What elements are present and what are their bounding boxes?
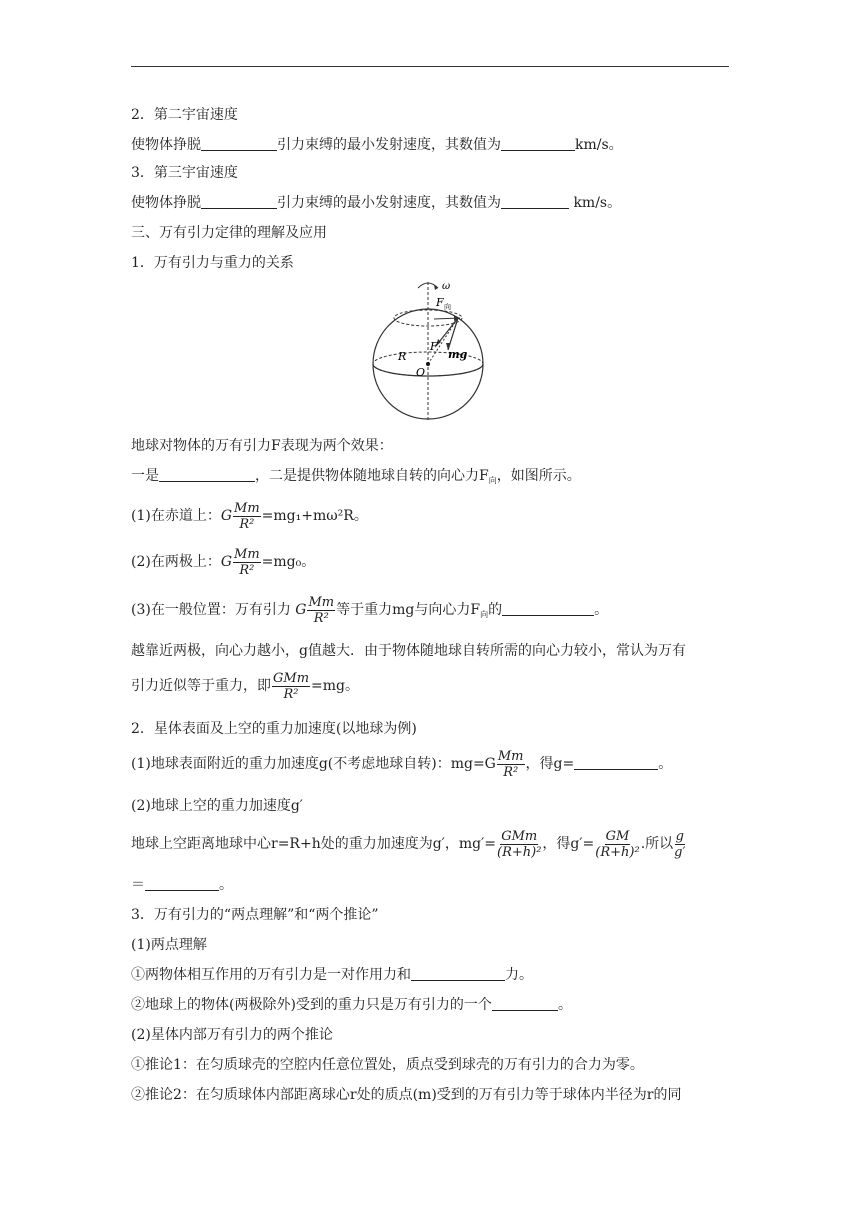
omega-label: ω: [442, 281, 451, 292]
section-heading-gravitation: 三、万有引力定律的理解及应用: [131, 225, 327, 241]
text: (1)在赤道上：: [131, 508, 221, 524]
text: 。: [658, 756, 673, 772]
third-velocity-sentence: [131, 193, 621, 213]
var-g: G: [295, 602, 307, 618]
altitude-ratio-answer: [131, 875, 233, 895]
paragraph-poles-line1: 越靠近两极，向心力越小，g值越大．由于物体随地球自转所需的向心力较小，常认为万有: [131, 643, 686, 659]
second-velocity-sentence: [131, 135, 623, 155]
denominator: g′: [674, 844, 686, 860]
text: (2)在两极上：: [131, 554, 221, 570]
text: (1)地球表面附近的重力加速度g(不考虑地球自转)：mg=G: [131, 756, 496, 772]
intro-two-effects: 地球对物体的万有引力F表现为两个效果：: [131, 438, 393, 454]
subheading-two-points: 3．万有引力的“两点理解”和“两个推论”: [131, 907, 379, 923]
text: ②地球上的物体(两极除外)受到的重力只是万有引力的一个: [131, 997, 492, 1013]
numerator: GMm: [501, 828, 538, 844]
text: .所以: [640, 836, 674, 852]
text: 引力束缚的最小发射速度，其数值为: [277, 195, 501, 211]
understanding-title: (1)两点理解: [131, 937, 207, 953]
text: (3)在一般位置：万有引力: [131, 602, 291, 618]
heading-third-cosmic-velocity: 3．第三宇宙速度: [131, 165, 238, 181]
text: ，二是提供物体随地球自转的向心力F: [255, 468, 489, 484]
fill-blank[interactable]: [159, 467, 255, 482]
equation-equator: [131, 500, 368, 532]
radius-label: R: [398, 350, 407, 363]
fill-blank[interactable]: [501, 136, 575, 151]
subheading-surface-gravity: 2．星体表面及上空的重力加速度(以地球为例): [131, 721, 417, 737]
subscript: 向: [488, 476, 497, 485]
header-rule: [131, 66, 729, 67]
text: ，得g′=: [542, 836, 595, 852]
text: =mg。: [311, 678, 359, 694]
denominator: R²: [503, 764, 519, 780]
text: 一是: [131, 468, 159, 484]
equation-altitude-g: [131, 826, 686, 862]
fraction: [497, 829, 541, 860]
text: 。: [219, 877, 233, 893]
corollaries-title: (2)星体内部万有引力的两个推论: [131, 1027, 333, 1043]
unit-text: km/s。: [573, 195, 622, 211]
text: 的: [488, 602, 503, 618]
text: =mg₀。: [261, 554, 316, 570]
fill-blank[interactable]: [574, 755, 658, 770]
text: 使物体挣脱: [131, 195, 201, 211]
text: 地球上空距离地球中心r=R+h处的重力加速度为g′，mg′=: [131, 836, 496, 852]
fraction: [674, 829, 685, 860]
var-g: G: [220, 508, 233, 524]
fill-blank[interactable]: [201, 136, 277, 151]
fill-blank[interactable]: [411, 966, 505, 981]
subheading-gravity-relation: 1．万有引力与重力的关系: [131, 255, 294, 271]
fraction: [595, 829, 639, 860]
denominator: R²: [239, 516, 255, 532]
text: ，得g=: [525, 756, 575, 772]
numerator: GM: [605, 828, 630, 844]
understanding-2: [131, 995, 572, 1015]
corollary-1: ①推论1：在匀质球壳的空腔内任意位置处，质点受到球壳的万有引力的合力为零。: [131, 1057, 644, 1073]
subscript: 向: [480, 610, 489, 619]
heading-second-cosmic-velocity: 2．第二宇宙速度: [131, 107, 238, 123]
denominator: R²: [283, 686, 299, 702]
text: 引力束缚的最小发射速度，其数值为: [277, 137, 501, 153]
equation-general-position: [131, 594, 608, 631]
numerator: GMm: [273, 670, 310, 686]
paragraph-poles-line2: [131, 670, 359, 702]
f-centripetal-subscript: 向: [444, 303, 451, 311]
text: 使物体挣脱: [131, 137, 201, 153]
denominator: (R+h)²: [497, 844, 542, 860]
denominator: (R+h)²: [595, 844, 640, 860]
understanding-1: [131, 965, 533, 985]
fill-blank[interactable]: [502, 601, 594, 616]
text: 。: [594, 602, 609, 618]
denominator: R²: [313, 610, 329, 626]
corollary-2: ②推论2：在匀质球体内部距离球心r处的质点(m)受到的万有引力等于球体内半径为r的同: [131, 1087, 682, 1103]
fill-blank[interactable]: [492, 996, 558, 1011]
numerator: Mm: [497, 748, 524, 764]
fill-blank[interactable]: [201, 194, 277, 209]
subheading-altitude-gravity: (2)地球上空的重力加速度g′: [131, 798, 303, 814]
text: 引力近似等于重力，即: [131, 678, 271, 694]
var-g: G: [220, 554, 233, 570]
equation-poles: [131, 546, 315, 578]
numerator: g: [675, 828, 684, 844]
fraction: [272, 671, 310, 702]
text: 。: [557, 997, 572, 1013]
numerator: Mm: [308, 594, 335, 610]
fraction: [497, 749, 525, 780]
f-label: F: [430, 340, 438, 353]
earth-gravity-diagram: [368, 276, 490, 422]
intro-effects-sentence: [131, 466, 581, 491]
center-label: O: [416, 366, 426, 379]
equation-surface-g: [131, 748, 672, 780]
unit-text: km/s。: [575, 137, 623, 153]
fraction: [233, 501, 261, 532]
numerator: Mm: [234, 500, 260, 516]
text: =mg₁+mω²R。: [261, 508, 368, 524]
mg-label: mg: [448, 348, 468, 361]
text: ，如图所示。: [496, 468, 581, 484]
text: 力。: [505, 967, 533, 983]
fraction: [233, 547, 261, 578]
numerator: Mm: [234, 546, 260, 562]
text: ＝: [131, 877, 145, 893]
fraction: [307, 595, 335, 626]
text: 等于重力mg与向心力F: [336, 602, 481, 618]
fill-blank[interactable]: [145, 876, 219, 891]
text: ①两物体相互作用的万有引力是一对作用力和: [131, 967, 411, 983]
fill-blank[interactable]: [501, 194, 569, 209]
denominator: R²: [239, 562, 255, 578]
f-centripetal-label: F: [436, 296, 444, 309]
